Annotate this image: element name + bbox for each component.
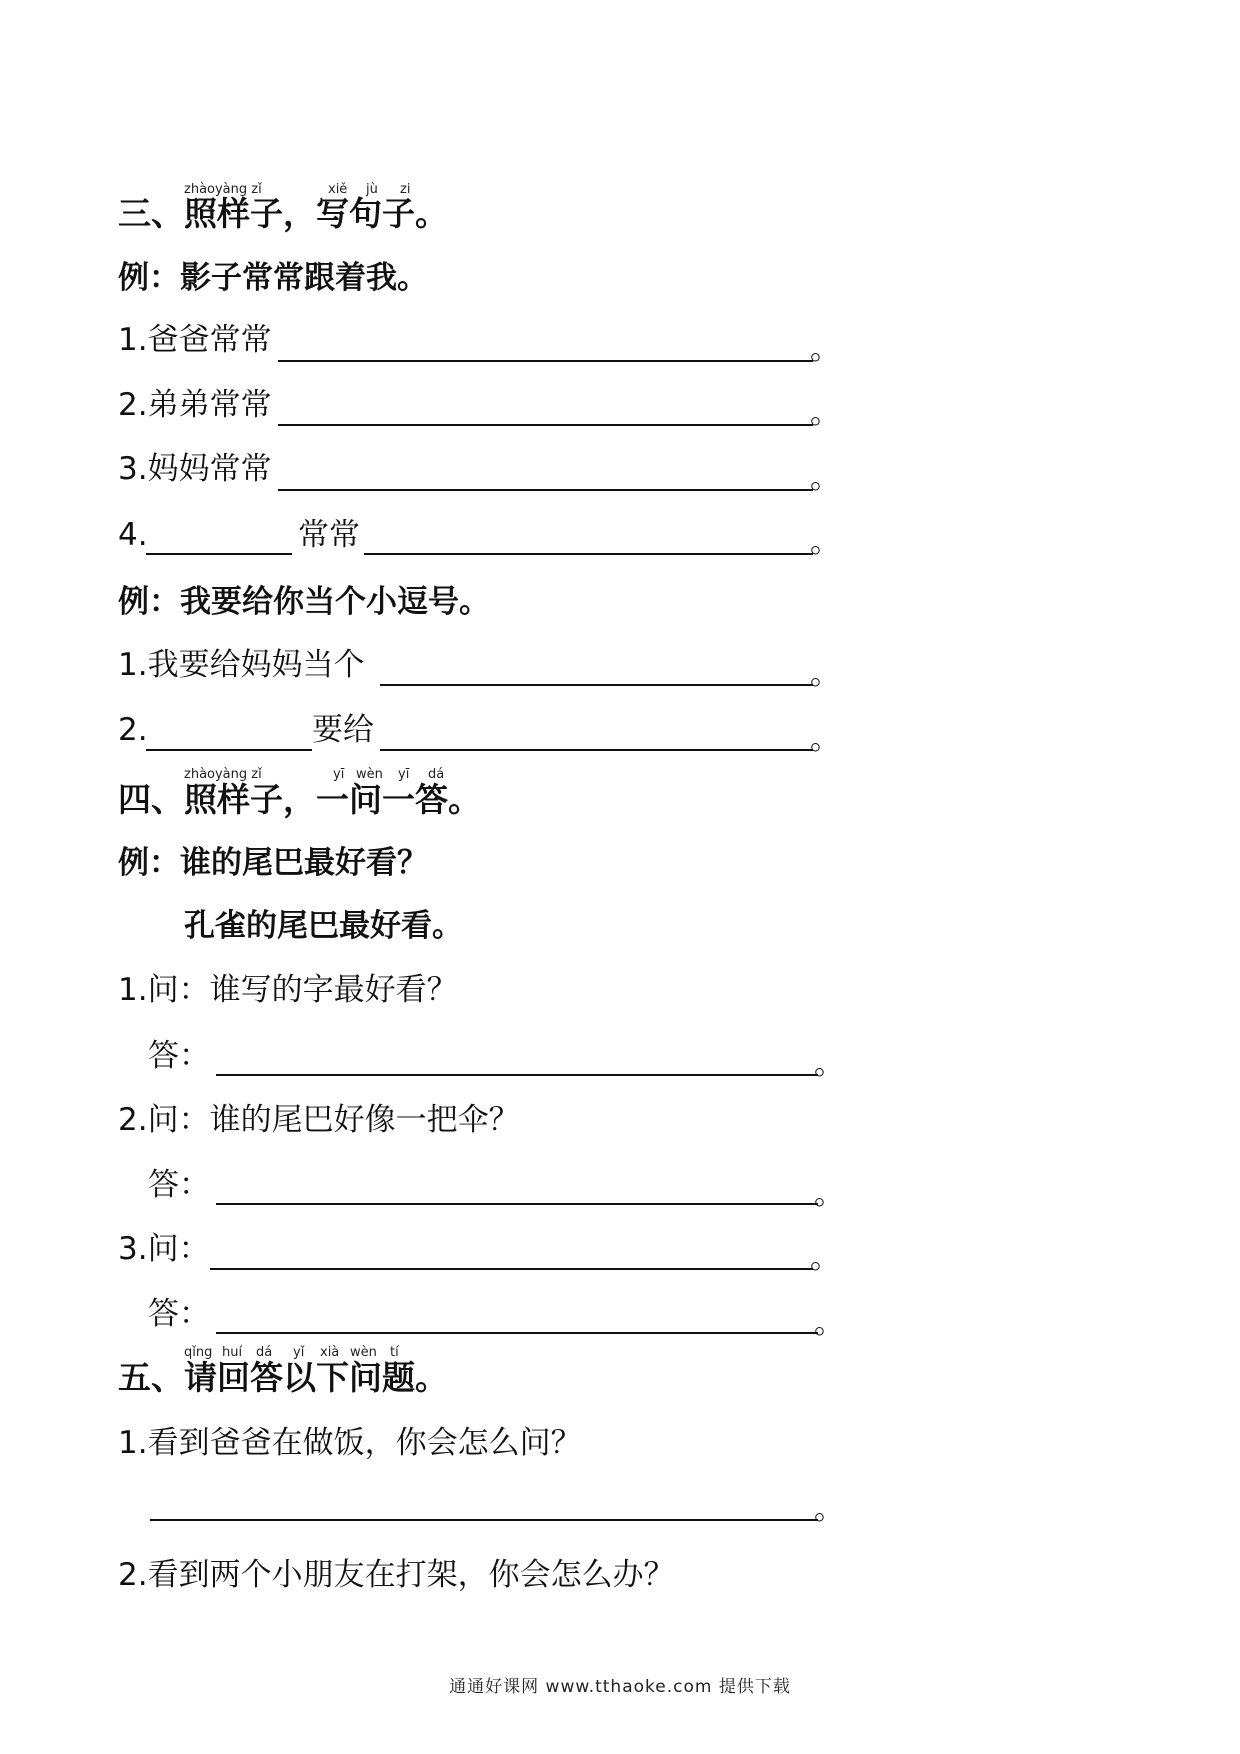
answer-blank-4a[interactable]	[146, 553, 292, 555]
answer-blank-s5q1[interactable]	[150, 1519, 818, 1521]
item-b2-number: 2.	[118, 712, 148, 748]
answer-label: 答：	[148, 1167, 210, 1203]
period: 。	[810, 525, 840, 560]
answer-blank-q2[interactable]	[216, 1203, 818, 1205]
period: 。	[810, 461, 840, 496]
item-baba: 1.爸爸常常	[118, 322, 272, 358]
pinyin-ju: jù	[366, 182, 378, 197]
pinyin-yi: yǐ	[293, 1345, 305, 1360]
pinyin-zhaoyangzi: zhàoyàng zǐ	[184, 182, 262, 197]
answer-blank-b2a[interactable]	[146, 749, 312, 751]
item-b1: 1.我要给妈妈当个	[118, 647, 365, 683]
question-blank-q3[interactable]	[210, 1268, 813, 1270]
period: 。	[810, 332, 840, 367]
example1-text: 例：影子常常跟着我。	[118, 260, 428, 296]
answer-blank-4b[interactable]	[364, 553, 813, 555]
answer-blank-q1[interactable]	[216, 1074, 818, 1076]
pinyin-da: dá	[256, 1345, 273, 1360]
period: 。	[810, 396, 840, 431]
period: 。	[810, 722, 840, 757]
answer-label: 答：	[148, 1038, 210, 1074]
period: 。	[810, 657, 840, 692]
pinyin-wen: wèn	[356, 767, 383, 782]
period: 。	[814, 1306, 844, 1341]
answer-blank-q3[interactable]	[216, 1332, 818, 1334]
answer-blank-1[interactable]	[278, 360, 813, 362]
pinyin-zi: zi	[400, 182, 411, 197]
question-3: 3.问：	[118, 1231, 210, 1267]
period: 。	[810, 1241, 840, 1276]
item-b2-yaogei: 要给	[312, 712, 374, 748]
example-question: 例：谁的尾巴最好看？	[118, 845, 428, 881]
section5-question-1: 1.看到爸爸在做饭，你会怎么问？	[118, 1425, 582, 1461]
question-1: 1.问：谁写的字最好看？	[118, 972, 458, 1008]
pinyin-yi: yī	[398, 767, 410, 782]
item-mama: 3.妈妈常常	[118, 451, 272, 487]
pinyin-zhaoyangzi: zhàoyàng zǐ	[184, 767, 262, 782]
answer-label: 答：	[148, 1296, 210, 1332]
pinyin-qing: qǐng	[184, 1345, 213, 1360]
question-2: 2.问：谁的尾巴好像一把伞？	[118, 1102, 520, 1138]
item-4-changchang: 常常	[298, 517, 360, 553]
example2-text: 例：我要给你当个小逗号。	[118, 584, 490, 620]
item-4-number: 4.	[118, 517, 148, 553]
section4-title: 四、照样子，一问一答。	[118, 780, 481, 819]
example-answer: 孔雀的尾巴最好看。	[184, 908, 463, 944]
pinyin-xie: xiě	[328, 182, 348, 197]
section5-question-2: 2.看到两个小朋友在打架，你会怎么办？	[118, 1557, 675, 1593]
pinyin-xia: xià	[320, 1345, 340, 1360]
answer-blank-b2b[interactable]	[380, 749, 813, 751]
answer-blank-3[interactable]	[278, 489, 813, 491]
section5-title: 五、请回答以下问题。	[118, 1358, 448, 1397]
pinyin-hui: huí	[222, 1345, 243, 1360]
period: 。	[814, 1047, 844, 1082]
answer-blank-2[interactable]	[278, 424, 813, 426]
footer-source: 通通好课网 www.tthaoke.com 提供下载	[449, 1677, 791, 1697]
section3-title: 三、照样子，写句子。	[118, 194, 448, 233]
period: 。	[814, 1492, 844, 1527]
item-didi: 2.弟弟常常	[118, 387, 272, 423]
pinyin-yi: yī	[333, 767, 345, 782]
answer-blank-b1[interactable]	[380, 684, 813, 686]
pinyin-wen: wèn	[350, 1345, 377, 1360]
period: 。	[814, 1177, 844, 1212]
pinyin-da: dá	[428, 767, 445, 782]
pinyin-ti: tí	[390, 1345, 399, 1360]
